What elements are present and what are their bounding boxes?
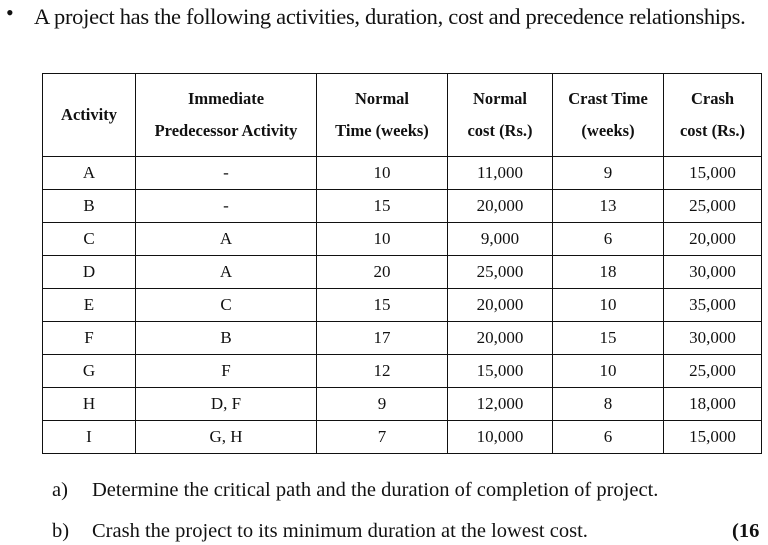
cell-activity: F	[43, 322, 136, 355]
header-crash-time: Crast Time (weeks)	[553, 74, 664, 157]
cell-normal-time: 7	[317, 421, 448, 454]
cell-normal-cost: 20,000	[448, 289, 553, 322]
table-row	[43, 256, 762, 289]
cell-normal-time: 15	[317, 190, 448, 223]
question-text: Determine the critical path and the duration of completion of project.	[92, 479, 659, 501]
cell-predecessor: D, F	[136, 388, 317, 421]
cell-predecessor: F	[136, 355, 317, 388]
cell-predecessor: A	[136, 223, 317, 256]
cell-activity: I	[43, 421, 136, 454]
bullet: •	[6, 0, 14, 25]
cell-predecessor: G, H	[136, 421, 317, 454]
cell-normal-time: 10	[317, 223, 448, 256]
marks-label: (16	[732, 520, 760, 542]
cell-crash-cost: 25,000	[664, 190, 762, 223]
cell-normal-time: 20	[317, 256, 448, 289]
cell-normal-cost: 20,000	[448, 190, 553, 223]
cell-activity: H	[43, 388, 136, 421]
cell-crash-cost: 35,000	[664, 289, 762, 322]
cell-normal-time: 12	[317, 355, 448, 388]
cell-activity: B	[43, 190, 136, 223]
cell-activity: D	[43, 256, 136, 289]
cell-normal-cost: 11,000	[448, 157, 553, 190]
question-text: Crash the project to its minimum duration at the lowest cost.	[92, 520, 588, 542]
cell-activity: G	[43, 355, 136, 388]
table-row	[43, 289, 762, 322]
header-normal-time: Normal Time (weeks)	[317, 74, 448, 157]
cell-crash-cost: 25,000	[664, 355, 762, 388]
question-b	[52, 518, 588, 544]
cell-activity: E	[43, 289, 136, 322]
table-row	[43, 223, 762, 256]
cell-normal-time: 15	[317, 289, 448, 322]
cell-crash-time: 8	[553, 388, 664, 421]
cell-normal-cost: 12,000	[448, 388, 553, 421]
cell-activity: C	[43, 223, 136, 256]
cell-crash-cost: 30,000	[664, 322, 762, 355]
cell-predecessor: C	[136, 289, 317, 322]
cell-crash-time: 15	[553, 322, 664, 355]
cell-predecessor: A	[136, 256, 317, 289]
table-row	[43, 190, 762, 223]
header-predecessor: Immediate Predecessor Activity	[136, 74, 317, 157]
cell-crash-time: 6	[553, 223, 664, 256]
problem-statement: A project has the following activities, duration, cost and precedence relationships.	[34, 4, 746, 29]
cell-predecessor: -	[136, 157, 317, 190]
table-row	[43, 355, 762, 388]
cell-normal-cost: 20,000	[448, 322, 553, 355]
table-row	[43, 322, 762, 355]
header-normal-cost: Normal cost (Rs.)	[448, 74, 553, 157]
cell-predecessor: -	[136, 190, 317, 223]
cell-crash-cost: 30,000	[664, 256, 762, 289]
cell-normal-cost: 10,000	[448, 421, 553, 454]
table-row	[43, 421, 762, 454]
activity-table	[42, 73, 762, 454]
cell-crash-time: 13	[553, 190, 664, 223]
table-row	[43, 388, 762, 421]
header-crash-cost: Crash cost (Rs.)	[664, 74, 762, 157]
header-activity: Activity	[43, 74, 136, 157]
cell-predecessor: B	[136, 322, 317, 355]
cell-normal-time: 9	[317, 388, 448, 421]
cell-normal-cost: 25,000	[448, 256, 553, 289]
cell-crash-time: 10	[553, 289, 664, 322]
cell-crash-time: 10	[553, 355, 664, 388]
question-label: a)	[52, 479, 68, 501]
cell-crash-cost: 15,000	[664, 421, 762, 454]
cell-normal-cost: 9,000	[448, 223, 553, 256]
cell-normal-time: 17	[317, 322, 448, 355]
cell-crash-time: 18	[553, 256, 664, 289]
cell-normal-time: 10	[317, 157, 448, 190]
cell-crash-time: 6	[553, 421, 664, 454]
cell-crash-time: 9	[553, 157, 664, 190]
question-label: b)	[52, 520, 70, 542]
cell-crash-cost: 20,000	[664, 223, 762, 256]
cell-crash-cost: 18,000	[664, 388, 762, 421]
cell-activity: A	[43, 157, 136, 190]
question-a	[52, 477, 658, 503]
cell-crash-cost: 15,000	[664, 157, 762, 190]
table-header-row	[43, 74, 762, 157]
cell-normal-cost: 15,000	[448, 355, 553, 388]
table-row	[43, 157, 762, 190]
